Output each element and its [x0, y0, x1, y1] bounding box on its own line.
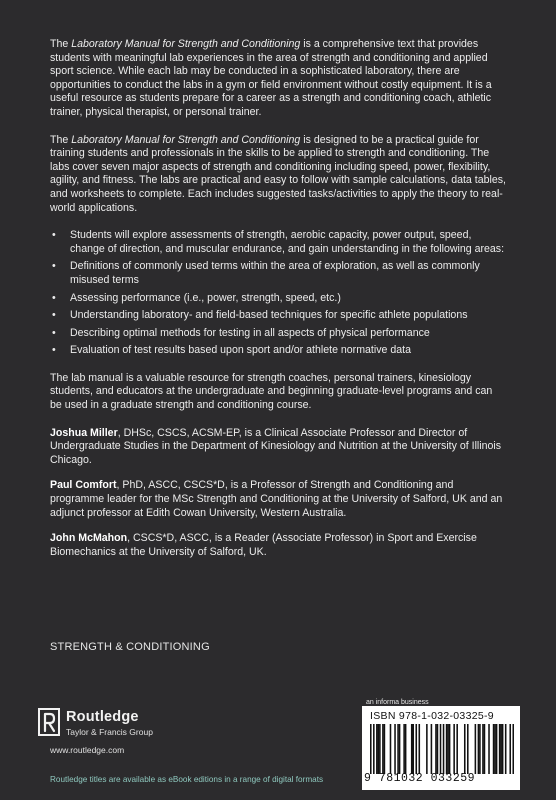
list-item: • Students will explore assessments of strength, aerobic capacity, power output, speed, change of direction, and muscular endurance, and gain understanding in the following areas:: [50, 229, 506, 256]
description-paragraph-2: The Laboratory Manual for Strength and Conditioning is designed to be a practical guide for training students and professionals in the skills to be applied to strength and conditioning. The labs cover seven major aspects of strength and conditioning including speed, power, flexibility, agility, and fitness. The labs are practical and easy to follow with sample calculations, data tables, and worksheets to complete. Each includes suggested tasks/activities to apply the theory to real-world applications.: [50, 133, 506, 214]
author-bio-comfort: Paul Comfort, PhD, ASCC, CSCS*D, is a Professor of Strength and Conditioning and programme leader for the MSc Strength and Conditioning at the University of Salford, UK and an adjunct professor at Edith Cowan University, Western Australia.: [50, 479, 503, 519]
barcode-bar: [456, 724, 458, 774]
publisher-group: Taylor & Francis Group: [66, 727, 153, 737]
barcode-bar: [390, 724, 392, 774]
barcode-bar: [405, 724, 407, 774]
barcode-bar: [379, 724, 381, 774]
author-name: John McMahon: [50, 532, 128, 545]
barcode-bar: [437, 724, 439, 774]
barcode-bar: [382, 724, 384, 774]
barcode-digits: 9 781032 033259: [364, 772, 476, 785]
publisher-url[interactable]: www.routledge.com: [50, 745, 125, 755]
barcode-bar: [397, 724, 399, 774]
author-name: Joshua Miller: [50, 426, 118, 439]
barcode-bar: [384, 724, 386, 774]
barcode-bar: [399, 724, 401, 774]
routledge-r-logo-icon: [38, 708, 60, 738]
isbn-label: ISBN 978-1-032-03325-9: [370, 710, 494, 722]
barcode-bar: [467, 724, 469, 774]
barcode-bar: [376, 724, 378, 774]
barcode-bar: [403, 724, 405, 774]
barcode-bar: [447, 724, 449, 774]
barcode-bar: [378, 724, 380, 774]
description-paragraph-3: The lab manual is a valuable resource for strength coaches, personal trainers, kinesiology students, and educators at the undergraduate and beginning graduate-level programs and can be used in a graduate strength and conditioning course.: [50, 371, 493, 412]
description-paragraph-1: The Laboratory Manual for Strength and Conditioning is a comprehensive text that provides students with meaningful lab experiences in the area of strength and conditioning and applied sport science. While each lab may be conducted in a sophisticated laboratory, there are opportunities to conduct the labs in a gym or field environment without costly equipment. It is a useful resource as students prepare for a career as a strength and conditioning coach, athletic trainer, physical therapist, or personal trainer.: [50, 38, 492, 118]
list-item: • Evaluation of test results based upon sport and/or athlete normative data: [50, 344, 506, 358]
barcode-bar: [370, 724, 372, 774]
barcode-bar: [502, 724, 504, 774]
barcode-bar: [412, 724, 414, 774]
list-item: • Understanding laboratory- and field-based techniques for specific athlete populations: [50, 309, 506, 323]
barcode-bar: [431, 724, 433, 774]
barcode-bar: [484, 724, 486, 774]
barcode-bar: [478, 724, 480, 774]
barcode-bar: [488, 724, 490, 774]
barcode-bar: [426, 724, 428, 774]
publisher-name: Routledge: [66, 709, 139, 725]
author-bio-mcmahon: John McMahon, CSCS*D, ASCC, is a Reader (Associate Professor) in Sport and Exercise Biomechanics at the University of Salford, UK.: [50, 532, 477, 558]
barcode-bar: [500, 724, 502, 774]
barcode-bar: [415, 724, 417, 774]
barcode-bar: [493, 724, 495, 774]
barcode-bar: [373, 724, 375, 774]
barcode-bar: [453, 724, 455, 774]
publisher-block: [38, 706, 238, 756]
list-item: • Describing optimal methods for testing in all aspects of physical performance: [50, 327, 506, 341]
barcode-panel: [362, 706, 520, 790]
barcode-bar: [509, 724, 511, 774]
informa-business-label: an informa business: [366, 699, 429, 706]
barcode-bar: [505, 724, 507, 774]
author-name: Paul Comfort: [50, 479, 117, 492]
barcode-bar: [496, 724, 498, 774]
book-title-italic: Laboratory Manual for Strength and Conditioning: [71, 38, 301, 50]
barcode-bar: [394, 724, 396, 774]
barcode-bar: [475, 724, 477, 774]
barcode-bar: [435, 724, 437, 774]
description-block: [50, 38, 506, 571]
barcode-bar: [479, 724, 481, 774]
barcode-bar: [464, 724, 466, 774]
barcode-bar: [443, 724, 445, 774]
author-bio-miller: Joshua Miller, DHSc, CSCS, ACSM-EP, is a Clinical Associate Professor and Director of Undergraduate Studies in the Department of Kinesiology and Nutrition at the University of Illinois Chicago.: [50, 426, 502, 466]
barcode-bar: [499, 724, 501, 774]
barcode-bar: [482, 724, 484, 774]
barcode-bar: [449, 724, 451, 774]
barcode-bar: [494, 724, 496, 774]
barcode-bar: [411, 724, 413, 774]
subject-category: STRENGTH & CONDITIONING: [50, 641, 210, 653]
barcode-bar: [419, 724, 421, 774]
barcode-bar: [512, 724, 514, 774]
feature-list: [50, 229, 506, 358]
list-item: • Definitions of commonly used terms within the area of exploration, as well as commonly misused terms: [50, 260, 506, 287]
barcode-bar: [446, 724, 448, 774]
barcode-icon: [370, 724, 514, 774]
barcode-bar: [440, 724, 442, 774]
book-title-italic: Laboratory Manual for Strength and Conditioning: [71, 133, 301, 146]
list-item: • Assessing performance (i.e., power, strength, speed, etc.): [50, 292, 506, 306]
ebook-availability-note: Routledge titles are available as eBook editions in a range of digital formats: [50, 775, 324, 784]
